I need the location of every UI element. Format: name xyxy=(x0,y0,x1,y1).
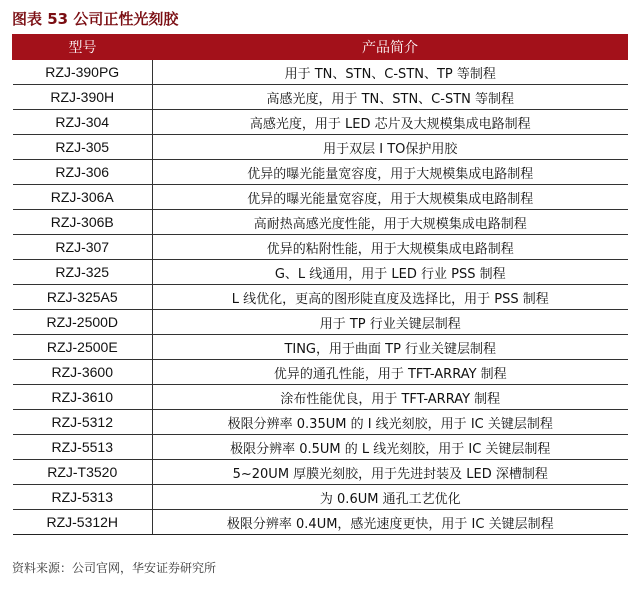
model-cell: RZJ-325 xyxy=(13,260,153,285)
table-row xyxy=(13,410,628,435)
description-cell: 为 0.6UM 通孔工艺优化 xyxy=(153,485,628,510)
model-cell: RZJ-306A xyxy=(13,185,153,210)
table-header-row xyxy=(13,35,628,60)
model-cell: RZJ-2500E xyxy=(13,335,153,360)
table-row xyxy=(13,285,628,310)
table-row xyxy=(13,360,628,385)
product-table xyxy=(12,34,628,535)
table-row xyxy=(13,460,628,485)
description-cell: 优异的曝光能量宽容度，用于大规模集成电路制程 xyxy=(153,160,628,185)
model-cell: RZJ-5313 xyxy=(13,485,153,510)
table-row xyxy=(13,335,628,360)
table-row xyxy=(13,310,628,335)
description-cell: TING，用于曲面 TP 行业关键层制程 xyxy=(153,335,628,360)
model-cell: RZJ-306B xyxy=(13,210,153,235)
product-table-container xyxy=(12,34,627,535)
model-cell: RZJ-325A5 xyxy=(13,285,153,310)
description-cell: 用于 TN、STN、C-STN、TP 等制程 xyxy=(153,60,628,85)
table-row xyxy=(13,85,628,110)
header-description: 产品简介 xyxy=(153,35,628,60)
table-row xyxy=(13,185,628,210)
description-cell: 用于双层 I TO保护用胶 xyxy=(153,135,628,160)
source-note: 资料来源：公司官网，华安证券研究所 xyxy=(12,561,217,575)
model-cell: RZJ-306 xyxy=(13,160,153,185)
model-cell: RZJ-5312H xyxy=(13,510,153,535)
table-row xyxy=(13,160,628,185)
model-cell: RZJ-304 xyxy=(13,110,153,135)
model-cell: RZJ-307 xyxy=(13,235,153,260)
model-cell: RZJ-390PG xyxy=(13,60,153,85)
description-cell: 高感光度，用于 LED 芯片及大规模集成电路制程 xyxy=(153,110,628,135)
table-row xyxy=(13,510,628,535)
model-cell: RZJ-5513 xyxy=(13,435,153,460)
description-cell: 优异的曝光能量宽容度，用于大规模集成电路制程 xyxy=(153,185,628,210)
table-row xyxy=(13,60,628,85)
model-cell: RZJ-5312 xyxy=(13,410,153,435)
table-row xyxy=(13,435,628,460)
table-row xyxy=(13,135,628,160)
description-cell: G、L 线通用，用于 LED 行业 PSS 制程 xyxy=(153,260,628,285)
model-cell: RZJ-2500D xyxy=(13,310,153,335)
description-cell: L 线优化，更高的图形陡直度及选择比，用于 PSS 制程 xyxy=(153,285,628,310)
model-cell: RZJ-390H xyxy=(13,85,153,110)
description-cell: 5~20UM 厚膜光刻胶，用于先进封装及 LED 深槽制程 xyxy=(153,460,628,485)
description-cell: 极限分辨率 0.35UM 的 I 线光刻胶，用于 IC 关键层制程 xyxy=(153,410,628,435)
table-row xyxy=(13,210,628,235)
model-cell: RZJ-3600 xyxy=(13,360,153,385)
description-cell: 高耐热高感光度性能，用于大规模集成电路制程 xyxy=(153,210,628,235)
table-row xyxy=(13,385,628,410)
description-cell: 用于 TP 行业关键层制程 xyxy=(153,310,628,335)
description-cell: 极限分辨率 0.4UM，感光速度更快，用于 IC 关键层制程 xyxy=(153,510,628,535)
description-cell: 高感光度，用于 TN、STN、C-STN 等制程 xyxy=(153,85,628,110)
description-cell: 极限分辨率 0.5UM 的 L 线光刻胶，用于 IC 关键层制程 xyxy=(153,435,628,460)
description-cell: 优异的通孔性能，用于 TFT-ARRAY 制程 xyxy=(153,360,628,385)
table-row xyxy=(13,110,628,135)
table-row xyxy=(13,260,628,285)
model-cell: RZJ-T3520 xyxy=(13,460,153,485)
model-cell: RZJ-305 xyxy=(13,135,153,160)
table-row xyxy=(13,235,628,260)
figure-title: 图表 53 公司正性光刻胶 xyxy=(12,10,179,28)
table-row xyxy=(13,485,628,510)
description-cell: 优异的粘附性能，用于大规模集成电路制程 xyxy=(153,235,628,260)
model-cell: RZJ-3610 xyxy=(13,385,153,410)
header-model: 型号 xyxy=(13,35,153,60)
description-cell: 涂布性能优良，用于 TFT-ARRAY 制程 xyxy=(153,385,628,410)
